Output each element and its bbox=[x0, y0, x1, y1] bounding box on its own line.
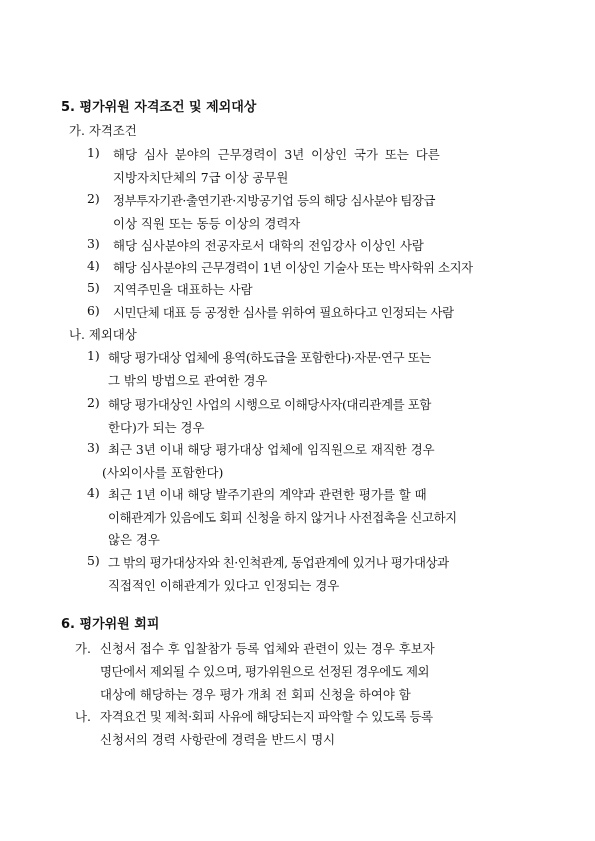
item-text: 한다)가 되는 경우 bbox=[108, 420, 205, 435]
item-number: 3) bbox=[87, 236, 100, 251]
item-text: 신청서 접수 후 입찰참가 등록 업체와 관련이 있는 경우 후보자 bbox=[100, 641, 435, 656]
section-5-title: 5. 평가위원 자격조건 및 제외대상 bbox=[61, 100, 257, 115]
item-text: 최근 1년 이내 해당 발주기관의 계약과 관련한 평가를 할 때 bbox=[108, 487, 427, 502]
item-number: 1) bbox=[87, 348, 100, 363]
item-text: 시민단체 대표 등 공정한 심사를 위하여 필요하다고 인정되는 사람 bbox=[113, 305, 454, 320]
item-text: 이해관계가 있음에도 회피 신청을 하지 않거나 사전접촉을 신고하지 bbox=[108, 510, 457, 525]
item-text: 해당 평가대상인 사업의 시행으로 이해당사자(대리관계를 포함 bbox=[108, 397, 431, 412]
item-number: 5) bbox=[87, 280, 100, 295]
item-text: 그 밖의 방법으로 관여한 경우 bbox=[108, 373, 268, 388]
item-text: 해당 심사분야의 근무경력이 1년 이상인 기술사 또는 박사학위 소지자 bbox=[113, 260, 473, 275]
item-text: 정부투자기관·출연기관·지방공기업 등의 해당 심사분야 팀장급 bbox=[113, 193, 436, 208]
item-text: 대상에 해당하는 경우 평가 개최 전 회피 신청을 하여야 함 bbox=[100, 687, 411, 702]
item-number: 가. bbox=[75, 641, 91, 656]
item-text: 신청서의 경력 사항란에 경력을 반드시 명시 bbox=[100, 732, 336, 747]
item-number: 6) bbox=[87, 303, 100, 318]
item-number: 2) bbox=[87, 191, 100, 206]
item-number: 나. bbox=[75, 709, 91, 724]
item-number: 5) bbox=[87, 553, 100, 568]
item-text: 해당 평가대상 업체에 용역(하도급을 포함한다)·자문·연구 또는 bbox=[108, 350, 431, 365]
item-number: 4) bbox=[87, 258, 100, 273]
item-text: 그 밖의 평가대상자와 친·인척관계, 동업관계에 있거나 평가대상과 bbox=[108, 555, 449, 570]
item-text: 최근 3년 이내 해당 평가대상 업체에 임직원으로 재직한 경우 bbox=[108, 442, 435, 457]
item-text: 직접적인 이해관계가 있다고 인정되는 경우 bbox=[108, 578, 340, 593]
item-text: (사외이사를 포함한다) bbox=[102, 465, 224, 480]
item-number: 1) bbox=[87, 145, 100, 160]
item-number: 4) bbox=[87, 485, 100, 500]
item-text: 지방자치단체의 7급 이상 공무원 bbox=[113, 170, 289, 185]
item-text: 명단에서 제외될 수 있으며, 평가위원으로 선정된 경우에도 제외 bbox=[100, 664, 430, 679]
item-text: 지역주민을 대표하는 사람 bbox=[113, 282, 253, 297]
section-6-title: 6. 평가위원 회피 bbox=[61, 617, 160, 632]
exclusions-label: 나. 제외대상 bbox=[69, 327, 137, 342]
item-number: 3) bbox=[87, 440, 100, 455]
item-number: 2) bbox=[87, 395, 100, 410]
item-text: 이상 직원 또는 동등 이상의 경력자 bbox=[113, 216, 301, 231]
item-text: 않은 경우 bbox=[108, 532, 160, 547]
item-text: 해당 심사 분야의 근무경력이 3년 이상인 국가 또는 다른 bbox=[113, 147, 440, 162]
item-text: 해당 심사분야의 전공자로서 대학의 전임강사 이상인 사람 bbox=[113, 238, 424, 253]
item-text: 자격요건 및 제척·회피 사유에 해당되는지 파악할 수 있도록 등록 bbox=[100, 709, 433, 724]
qualifications-label: 가. 자격조건 bbox=[69, 123, 137, 138]
